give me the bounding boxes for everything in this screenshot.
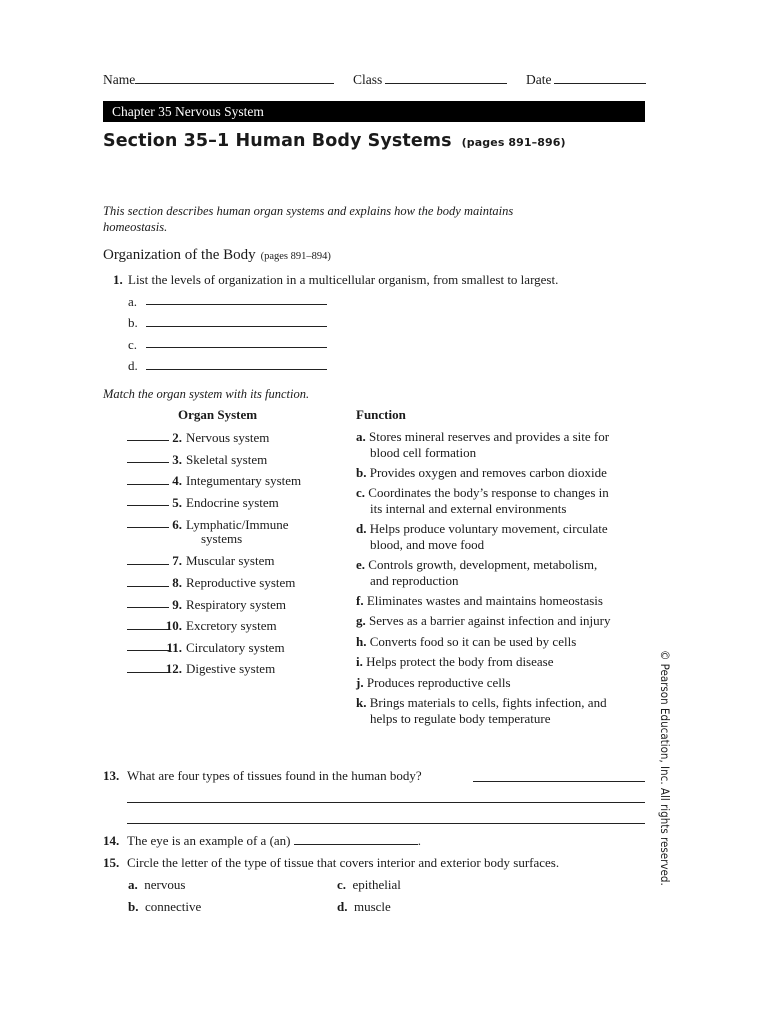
function-item [356, 675, 656, 691]
question-14 [103, 833, 421, 849]
function-letter: b. [356, 465, 367, 480]
function-item [356, 593, 656, 609]
function-item [356, 634, 656, 650]
function-text: Provides oxygen and removes carbon dioxide [369, 465, 607, 480]
question-1-number: 1. [113, 272, 123, 287]
function-text-cont: its internal and external environments [370, 500, 567, 516]
option-text: muscle [353, 899, 391, 914]
question-14-text: The eye is an example of a (an) [127, 833, 291, 848]
function-letter: d. [356, 521, 367, 536]
system-item [160, 429, 269, 447]
option-text: nervous [144, 877, 186, 892]
option-letter: a. [128, 877, 138, 892]
organization-pages: (pages 891–894) [260, 251, 331, 262]
option-letter: b. [128, 899, 139, 914]
function-text: Controls growth, development, metabolism, [368, 557, 598, 572]
date-field[interactable] [554, 83, 646, 84]
function-text-cont: blood cell formation [370, 444, 477, 460]
section-pages: (pages 891–896) [461, 136, 566, 149]
question-14-end: . [417, 833, 422, 848]
function-letter: a. [356, 429, 366, 444]
question-1-text: List the levels of organization in a multicellular organism, from smallest to largest. [128, 272, 559, 287]
system-item [160, 660, 275, 678]
answer-c-line[interactable] [146, 347, 327, 348]
system-name: Muscular system [186, 553, 275, 568]
system-name: Reproductive system [186, 575, 296, 590]
function-header: Function [356, 407, 406, 422]
function-item [356, 654, 656, 670]
question-13-text: What are four types of tissues found in the human body? [127, 768, 422, 783]
function-text: Coordinates the body’s response to changes in [368, 485, 609, 500]
system-name: Respiratory system [186, 597, 287, 612]
answer-d-line[interactable] [146, 369, 327, 370]
system-name: Endocrine system [186, 495, 279, 510]
system-number: 4. [172, 473, 182, 488]
system-number: 2. [172, 430, 182, 445]
function-text: Eliminates wastes and maintains homeostasis [366, 593, 603, 608]
function-item [356, 695, 656, 726]
function-letter: e. [356, 557, 366, 572]
option-letter: c. [337, 877, 347, 892]
system-name: Skeletal system [186, 452, 268, 467]
option-text: epithelial [352, 877, 401, 892]
system-number: 12. [165, 661, 182, 676]
function-text: Helps produce voluntary movement, circulate [369, 521, 608, 536]
organization-title: Organization of the Body [103, 247, 256, 263]
function-item [356, 557, 656, 588]
system-item [160, 494, 279, 512]
function-letter: k. [356, 695, 367, 710]
system-item [160, 472, 301, 490]
answer-a-letter: a. [128, 294, 138, 309]
question-15 [103, 855, 559, 871]
function-letter: j. [356, 675, 364, 690]
option-a[interactable] [128, 877, 185, 893]
section-title [103, 131, 566, 151]
option-d[interactable] [337, 899, 391, 915]
system-name: Integumentary system [186, 473, 302, 488]
system-number: 9. [172, 597, 182, 612]
system-number: 6. [172, 517, 182, 532]
system-name: Nervous system [186, 430, 270, 445]
section-intro: This section describes human organ systems and explains how the body maintains homeostasis. [103, 204, 514, 234]
answer-b-line[interactable] [146, 326, 327, 327]
system-name: Lymphatic/Immune [186, 517, 289, 532]
system-item [160, 574, 295, 592]
chapter-banner: Chapter 35 Nervous System [103, 101, 645, 122]
system-name: Digestive system [186, 661, 276, 676]
system-name: Circulatory system [186, 640, 285, 655]
date-label: Date [526, 72, 552, 87]
option-text: connective [144, 899, 202, 914]
copyright-notice: © Pearson Education, Inc. All rights reserved. [658, 650, 672, 886]
system-item [160, 451, 267, 469]
function-item [356, 613, 656, 629]
question-14-number: 14. [103, 833, 120, 848]
question-13-line-3[interactable] [127, 823, 645, 824]
option-b[interactable] [128, 899, 201, 915]
answer-b-letter: b. [128, 315, 138, 330]
function-text-cont: blood, and move food [370, 536, 485, 552]
function-letter: f. [356, 593, 364, 608]
function-item [356, 465, 656, 481]
function-letter: h. [356, 634, 367, 649]
question-15-number: 15. [103, 855, 120, 870]
question-14-blank[interactable] [294, 844, 418, 845]
system-number: 3. [172, 452, 182, 467]
question-15-text: Circle the letter of the type of tissue that covers interior and exterior body surfaces. [127, 855, 560, 870]
system-number: 7. [172, 553, 182, 568]
system-number: 11. [166, 640, 182, 655]
answer-a-line[interactable] [146, 304, 327, 305]
section-title-text: Section 35–1 Human Body Systems [103, 131, 452, 151]
class-field[interactable] [385, 83, 507, 84]
answer-d-letter: d. [128, 358, 138, 373]
question-13-line-1[interactable] [473, 781, 645, 782]
system-item [160, 617, 277, 635]
system-item [160, 552, 274, 570]
function-item [356, 521, 656, 552]
function-text: Brings materials to cells, fights infection, and [369, 695, 607, 710]
system-number: 10. [165, 618, 182, 633]
system-number: 5. [172, 495, 182, 510]
system-name: Excretory system [186, 618, 277, 633]
question-13-number: 13. [103, 768, 120, 783]
function-text: Helps protect the body from disease [366, 654, 554, 669]
function-letter: i. [356, 654, 363, 669]
question-1 [113, 272, 558, 288]
class-label: Class [352, 72, 383, 87]
function-text-cont: helps to regulate body temperature [370, 710, 551, 726]
system-item [160, 639, 285, 657]
function-text: Serves as a barrier against infection and injury [369, 613, 611, 628]
system-name-cont: systems [201, 531, 243, 546]
question-13-line-2[interactable] [127, 802, 645, 803]
function-text: Stores mineral reserves and provides a site for [369, 429, 610, 444]
function-text: Produces reproductive cells [366, 675, 511, 690]
system-item [160, 596, 286, 614]
function-item [356, 485, 656, 516]
answer-c-letter: c. [128, 337, 138, 352]
option-letter: d. [337, 899, 348, 914]
name-field[interactable] [135, 83, 334, 84]
name-label: Name [103, 72, 136, 87]
system-number: 8. [172, 575, 182, 590]
question-13 [103, 768, 422, 784]
organ-system-header: Organ System [178, 407, 258, 422]
function-letter: c. [356, 485, 366, 500]
option-c[interactable] [337, 877, 401, 893]
matching-instructions: Match the organ system with its function. [103, 387, 310, 401]
organization-heading [103, 247, 331, 264]
function-text-cont: and reproduction [370, 572, 459, 588]
function-letter: g. [356, 613, 366, 628]
function-text: Converts food so it can be used by cells [369, 634, 577, 649]
function-item [356, 429, 656, 460]
student-info-header [103, 72, 646, 88]
